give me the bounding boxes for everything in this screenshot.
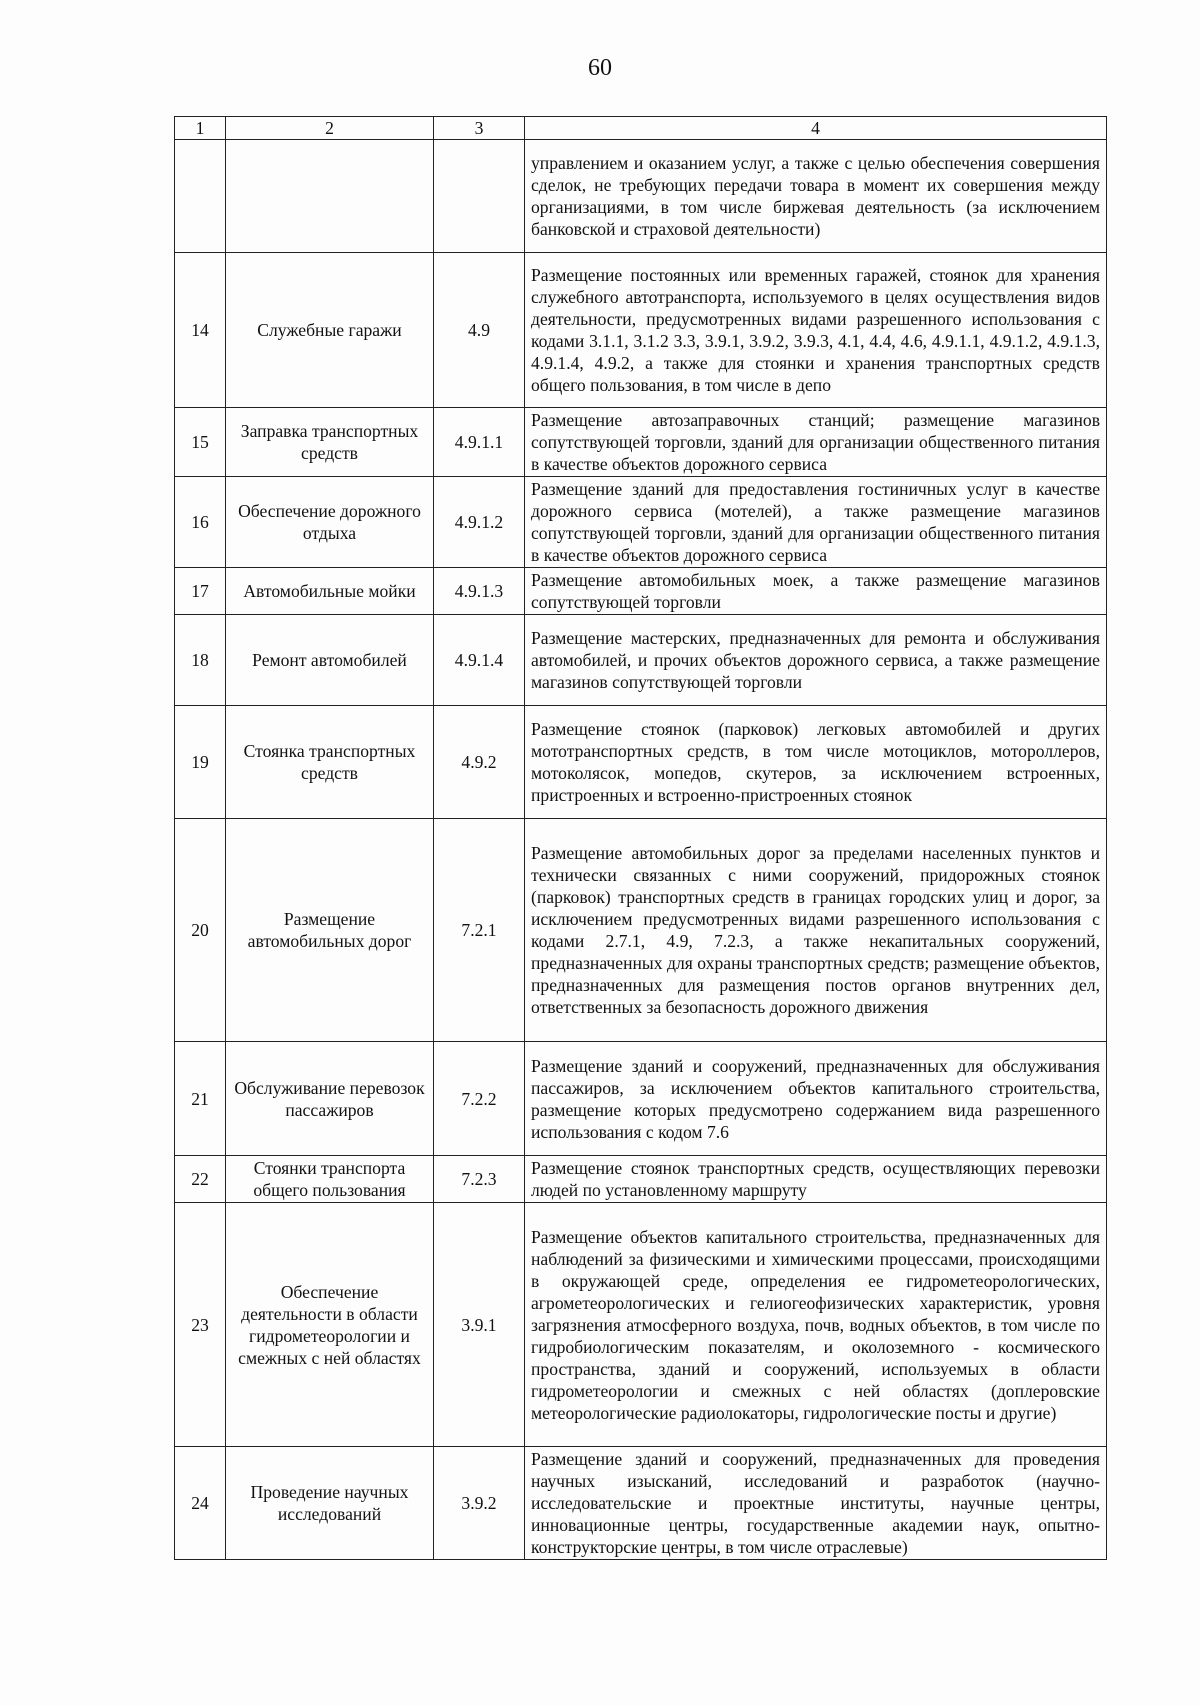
table-row <box>175 253 1107 408</box>
column-number-4: 4 <box>525 117 1107 140</box>
table-row <box>175 1156 1107 1203</box>
use-type-description: Размещение автозаправочных станций; размещение магазинов сопутствующей торговли, зданий для организации общественного питания в качестве объектов дорожного сервиса <box>525 408 1107 477</box>
table-row <box>175 1042 1107 1156</box>
use-type-code: 4.9.1.2 <box>434 477 525 568</box>
use-type-code: 7.2.2 <box>434 1042 525 1156</box>
table-row <box>175 819 1107 1042</box>
use-type-name: Заправка транспортных средств <box>226 408 434 477</box>
use-type-name: Стоянка транспортных средств <box>226 706 434 819</box>
use-type-code: 3.9.2 <box>434 1447 525 1560</box>
land-use-table <box>174 116 1107 1560</box>
use-type-name: Стоянки транспорта общего пользования <box>226 1156 434 1203</box>
use-type-code: 4.9.1.4 <box>434 615 525 706</box>
use-type-code: 4.9 <box>434 253 525 408</box>
use-type-description: Размещение зданий и сооружений, предназначенных для проведения научных изысканий, исследований и разработок (научно-исследовательские и проектные институты, научные центры, инновационные центры, государственные академии наук, опытно-конструкторские центры, в том числе отраслевые) <box>525 1447 1107 1560</box>
use-type-description: Размещение стоянок (парковок) легковых автомобилей и других мототранспортных средств, в том числе мотоциклов, мотороллеров, мотоколясок, мопедов, скутеров, за исключением встроенных, пристроенных и встроенно-пристроенных стоянок <box>525 706 1107 819</box>
table-row <box>175 615 1107 706</box>
use-type-code: 3.9.1 <box>434 1203 525 1447</box>
row-number: 18 <box>175 615 226 706</box>
row-number: 20 <box>175 819 226 1042</box>
use-type-code: 4.9.1.3 <box>434 568 525 615</box>
table-row <box>175 1447 1107 1560</box>
table-row <box>175 408 1107 477</box>
use-type-description: Размещение постоянных или временных гаражей, стоянок для хранения служебного автотранспорта, используемого в целях осуществления видов деятельности, предусмотренных видами разрешенного использования с кодами 3.1.1, 3.1.2 3.3, 3.9.1, 3.9.2, 3.9.3, 4.1, 4.4, 4.6, 4.9.1.1, 4.9.1.2, 4.9.1.3, 4.9.1.4, 4.9.2, а также для стоянки и хранения транспортных средств общего пользования, в том числе в депо <box>525 253 1107 408</box>
use-type-name: Служебные гаражи <box>226 253 434 408</box>
use-type-name: Обслуживание перевозок пассажиров <box>226 1042 434 1156</box>
row-number: 16 <box>175 477 226 568</box>
use-type-description: Размещение зданий и сооружений, предназначенных для обслуживания пассажиров, за исключением объектов капитального строительства, размещение которых предусмотрено содержанием вида разрешенного использования с кодом 7.6 <box>525 1042 1107 1156</box>
column-number-1: 1 <box>175 117 226 140</box>
page-number: 60 <box>588 55 612 81</box>
use-type-code: 4.9.2 <box>434 706 525 819</box>
column-number-3: 3 <box>434 117 525 140</box>
row-number: 14 <box>175 253 226 408</box>
empty-cell <box>226 140 434 253</box>
use-type-description: Размещение стоянок транспортных средств, осуществляющих перевозки людей по установленному маршруту <box>525 1156 1107 1203</box>
use-type-name: Ремонт автомобилей <box>226 615 434 706</box>
column-number-2: 2 <box>226 117 434 140</box>
use-type-name: Проведение научных исследований <box>226 1447 434 1560</box>
use-type-description: Размещение автомобильных моек, а также размещение магазинов сопутствующей торговли <box>525 568 1107 615</box>
use-type-code: 7.2.1 <box>434 819 525 1042</box>
continuation-row <box>175 140 1107 253</box>
use-type-name: Обеспечение деятельности в области гидрометеорологии и смежных с ней областях <box>226 1203 434 1447</box>
row-number: 23 <box>175 1203 226 1447</box>
use-type-name: Автомобильные мойки <box>226 568 434 615</box>
column-number-row <box>175 117 1107 140</box>
use-type-description: Размещение автомобильных дорог за пределами населенных пунктов и технически связанных с ними сооружений, придорожных стоянок (парковок) транспортных средств в границах городских улиц и дорог, за исключением предусмотренных видами разрешенного использования с кодами 2.7.1, 4.9, 7.2.3, а также некапитальных сооружений, предназначенных для охраны транспортных средств; размещение объектов, предназначенных для размещения постов органов внутренних дел, ответственных за безопасность дорожного движения <box>525 819 1107 1042</box>
continuation-description: управлением и оказанием услуг, а также с целью обеспечения совершения сделок, не требующих передачи товара в момент их совершения между организациями, в том числе биржевая деятельность (за исключением банковской и страховой деятельности) <box>525 140 1107 253</box>
use-type-code: 7.2.3 <box>434 1156 525 1203</box>
row-number: 21 <box>175 1042 226 1156</box>
row-number: 24 <box>175 1447 226 1560</box>
use-type-name: Обеспечение дорожного отдыха <box>226 477 434 568</box>
empty-cell <box>434 140 525 253</box>
row-number: 17 <box>175 568 226 615</box>
row-number: 22 <box>175 1156 226 1203</box>
use-type-description: Размещение мастерских, предназначенных для ремонта и обслуживания автомобилей, и прочих объектов дорожного сервиса, а также размещение магазинов сопутствующей торговли <box>525 615 1107 706</box>
table-row <box>175 568 1107 615</box>
row-number: 19 <box>175 706 226 819</box>
empty-cell <box>175 140 226 253</box>
table-row <box>175 706 1107 819</box>
use-type-code: 4.9.1.1 <box>434 408 525 477</box>
use-type-description: Размещение объектов капитального строительства, предназначенных для наблюдений за физическими и химическими процессами, происходящими в окружающей среде, определения ее гидрометеорологических, агрометеорологических и гелиогеофизических характеристик, уровня загрязнения атмосферного воздуха, почв, водных объектов, в том числе по гидробиологическим показателям, и околоземного - космического пространства, зданий и сооружений, используемых в области гидрометеорологии и смежных с ней областях (доплеровские метеорологические радиолокаторы, гидрологические посты и другие) <box>525 1203 1107 1447</box>
table-row <box>175 1203 1107 1447</box>
use-type-description: Размещение зданий для предоставления гостиничных услуг в качестве дорожного сервиса (мотелей), а также размещение магазинов сопутствующей торговли, зданий для организации общественного питания в качестве объектов дорожного сервиса <box>525 477 1107 568</box>
use-type-name: Размещение автомобильных дорог <box>226 819 434 1042</box>
table-row <box>175 477 1107 568</box>
row-number: 15 <box>175 408 226 477</box>
